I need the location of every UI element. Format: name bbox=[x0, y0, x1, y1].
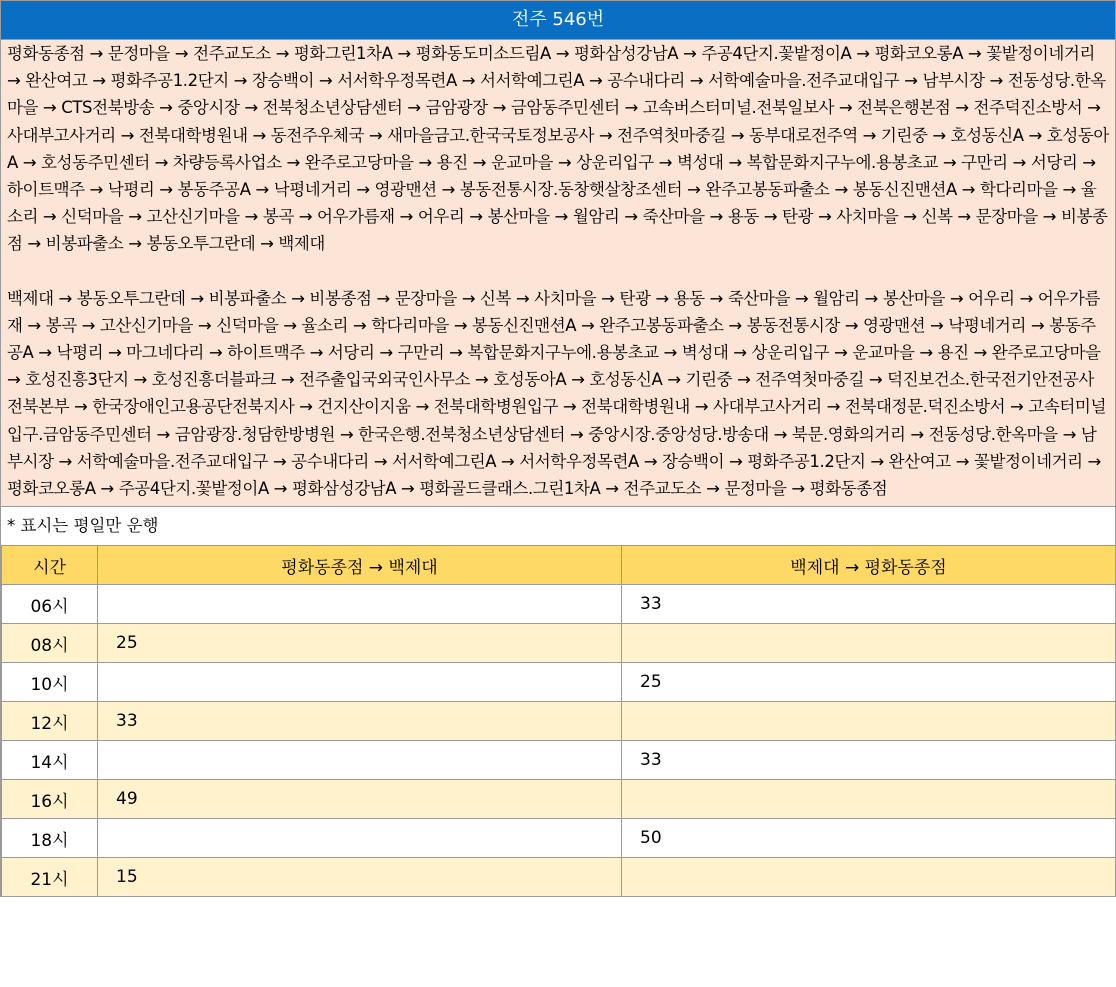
forward-minutes-cell: 49 bbox=[98, 780, 622, 819]
timetable bbox=[1, 545, 1116, 897]
time-cell: 21시 bbox=[2, 858, 98, 897]
forward-minutes-cell: 15 bbox=[98, 858, 622, 897]
route-title: 전주 546번 bbox=[1, 0, 1115, 39]
table-row bbox=[2, 585, 1116, 624]
forward-minutes-cell bbox=[98, 819, 622, 858]
header-time: 시간 bbox=[2, 546, 98, 585]
backward-minutes-cell bbox=[622, 624, 1116, 663]
table-row bbox=[2, 663, 1116, 702]
table-row bbox=[2, 819, 1116, 858]
route-backward-text: 백제대 → 봉동오투그란데 → 비봉파출소 → 비봉종점 → 문장마을 → 신복 → 사치마을 → 탄광 → 용동 → 죽산마을 → 월암리 → 봉산마을 → 어우리 → 어우가름재 → 봉곡 → 고산신기마을 → 신덕마을 → 율소리 → 학다리마을 → 봉동신진맨션A → 완주고봉동파출소 → 봉동전통시장 → 영광맨션 → 낙평네거리 → 봉동주공A → 낙평리 → 마그네다리 → 하이트맥주 → 서당리 → 구만리 → 복합문화지구누에.용봉초교 → 벽성대 → 상운리입구 → 운교마을 → 용진 → 완주로고당마을 → 호성진흥3단지 → 호성진흥더블파크 → 전주출입국외국인사무소 → 호성동아A → 호성동신A → 기린중 → 전주역첫마중길 → 덕진보건소.한국전기안전공사전북본부 → 한국장애인고용공단전북지사 → 건지산이지움 → 전북대학병원입구 → 전북대학병원내 → 사대부고사거리 → 전북대정문.덕진소방서 → 고속터미널입구.금암동주민센터 → 금암광장.청담한방병원 → 한국은행.전북청소년상담센터 → 중앙시장.중앙성당.방송대 → 북문.영화의거리 → 전동성당.한옥마을 → 남부시장 → 서학예술마을.전주교대입구 → 공수내다리 → 서서학예그린A → 서서학우정목련A → 장승백이 → 평화주공1.2단지 → 완산여고 → 꽃밭정이네거리 → 평화코오롱A → 주공4단지.꽃밭정이A → 평화삼성강남A → 평화골드클래스.그린1차A → 전주교도소 → 문정마을 → 평화동종점 bbox=[7, 288, 1106, 499]
forward-minutes-cell bbox=[98, 585, 622, 624]
backward-minutes-cell: 25 bbox=[622, 663, 1116, 702]
time-cell: 10시 bbox=[2, 663, 98, 702]
header-backward: 백제대 → 평화동종점 bbox=[622, 546, 1116, 585]
timetable-header-row bbox=[2, 546, 1116, 585]
backward-minutes-cell bbox=[622, 702, 1116, 741]
time-cell: 14시 bbox=[2, 741, 98, 780]
header-forward: 평화동종점 → 백제대 bbox=[98, 546, 622, 585]
table-row bbox=[2, 702, 1116, 741]
backward-minutes-cell: 33 bbox=[622, 741, 1116, 780]
backward-minutes-cell: 50 bbox=[622, 819, 1116, 858]
table-row bbox=[2, 858, 1116, 897]
forward-minutes-cell: 25 bbox=[98, 624, 622, 663]
table-row bbox=[2, 780, 1116, 819]
table-row bbox=[2, 741, 1116, 780]
backward-minutes-cell bbox=[622, 780, 1116, 819]
route-spacer bbox=[7, 258, 1109, 285]
forward-minutes-cell bbox=[98, 663, 622, 702]
table-row bbox=[2, 624, 1116, 663]
time-cell: 12시 bbox=[2, 702, 98, 741]
time-cell: 08시 bbox=[2, 624, 98, 663]
backward-minutes-cell bbox=[622, 858, 1116, 897]
time-cell: 06시 bbox=[2, 585, 98, 624]
forward-minutes-cell: 33 bbox=[98, 702, 622, 741]
time-cell: 16시 bbox=[2, 780, 98, 819]
backward-minutes-cell: 33 bbox=[622, 585, 1116, 624]
weekday-note: * 표시는 평일만 운행 bbox=[1, 506, 1115, 545]
forward-minutes-cell bbox=[98, 741, 622, 780]
route-description bbox=[1, 39, 1115, 506]
route-forward-text: 평화동종점 → 문정마을 → 전주교도소 → 평화그린1차A → 평화동도미소드림A → 평화삼성강남A → 주공4단지.꽃밭정이A → 평화코오롱A → 꽃밭정이네거리 → 완산여고 → 평화주공1.2단지 → 장승백이 → 서서학우정목련A → 서서학예그린A → 공수내다리 → 서학예술마을.전주교대입구 → 남부시장 → 전동성당.한옥마을 → CTS전북방송 → 중앙시장 → 전북청소년상담센터 → 금암광장 → 금암동주민센터 → 고속버스터미널.전북일보사 → 전북은행본점 → 전주덕진소방서 → 사대부고사거리 → 전북대학병원내 → 동전주우체국 → 새마을금고.한국국토정보공사 → 전주역첫마중길 → 동부대로전주역 → 기린중 → 호성동신A → 호성동아A → 호성동주민센터 → 차량등록사업소 → 완주로고당마을 → 용진 → 운교마을 → 상운리입구 → 벽성대 → 복합문화지구누에.용봉초교 → 구만리 → 서당리 → 하이트맥주 → 낙평리 → 봉동주공A → 낙평네거리 → 영광맨션 → 봉동전통시장.동창햇살창조센터 → 완주고봉동파출소 → 봉동신진맨션A → 학다리마을 → 율소리 → 신덕마을 → 고산신기마을 → 봉곡 → 어우가름재 → 어우리 → 봉산마을 → 월암리 → 죽산마을 → 용동 → 탄광 → 사치마을 → 신복 → 문장마을 → 비봉종점 → 비봉파출소 → 봉동오투그란데 → 백제대 bbox=[7, 44, 1109, 254]
time-cell: 18시 bbox=[2, 819, 98, 858]
